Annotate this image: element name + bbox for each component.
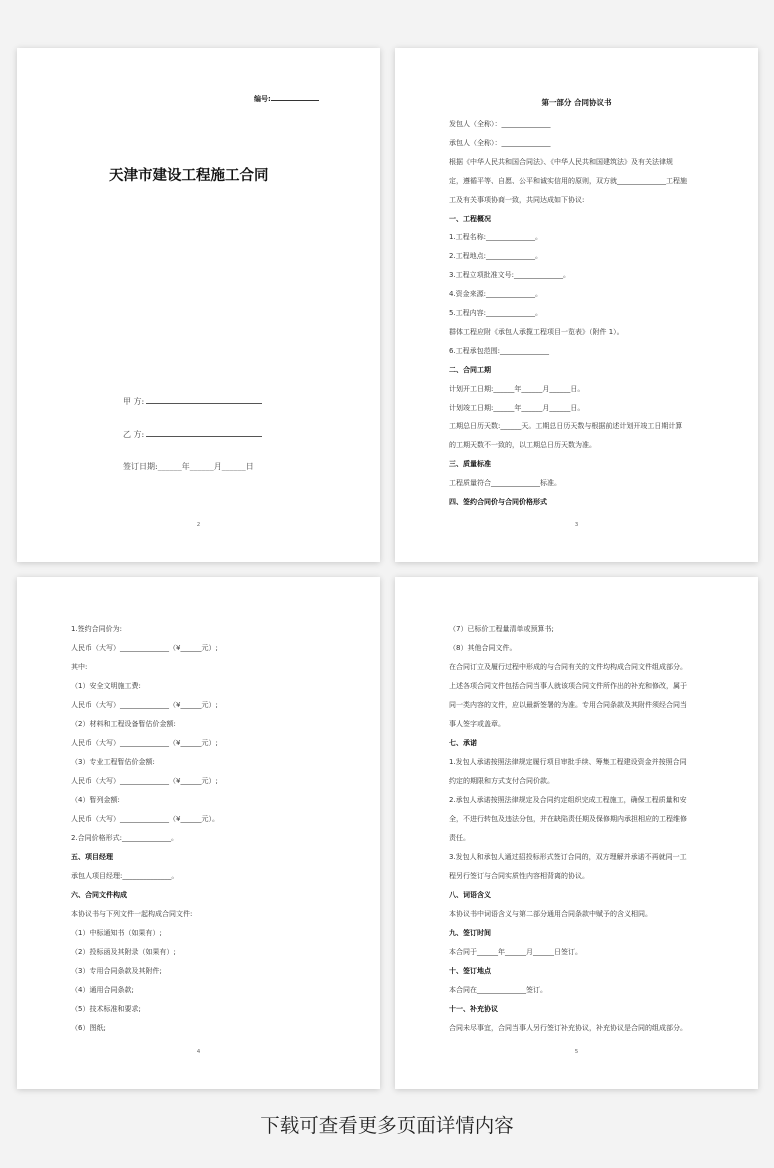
text-line: 约定的期限和方式支付合同价款。 <box>449 777 554 785</box>
text-line: 计划开工日期:______年______月______日。 <box>449 384 585 393</box>
section-title: 三、质量标准 <box>449 460 491 469</box>
text-line: （8）其他合同文件。 <box>449 644 517 652</box>
sign-date-line: 签订日期:______年______月______日 <box>123 462 254 471</box>
party-b-blank <box>146 428 262 437</box>
section-title: 一、工程概况 <box>449 214 491 223</box>
text-line: 人民币（大写）______________（¥______元）; <box>71 739 218 747</box>
text-line: 4.资金来源:______________。 <box>449 290 543 299</box>
text-line: 其中: <box>71 663 88 671</box>
party-a-blank <box>146 395 262 404</box>
section-title: 四、签约合同价与合同价格形式 <box>449 498 547 506</box>
text-line: （6）图纸; <box>71 1024 106 1032</box>
text-line: 2.合同价格形式:______________。 <box>71 834 179 842</box>
text-line: 工程质量符合______________标准。 <box>449 479 561 488</box>
text-line: 同一类内容的文件，应以最新签署的为准。专用合同条款及其附件须经合同当 <box>449 701 687 709</box>
text-line: 人民币（大写）______________（¥______元）。 <box>71 815 219 823</box>
serial-number-field <box>254 93 319 104</box>
section-title: 二、合同工期 <box>449 365 491 374</box>
text-line: 1.签约合同价为: <box>71 625 123 633</box>
text-line: （1）中标通知书（如果有）; <box>71 929 162 937</box>
text-line: 本合同在______________签订。 <box>449 986 547 994</box>
text-line: 本合同于______年______月______日签订。 <box>449 948 582 956</box>
party-a-label: 甲 方: <box>123 397 145 406</box>
serial-blank <box>271 93 319 101</box>
document-page-price <box>17 577 380 1089</box>
party-a-line <box>123 395 262 407</box>
page-number: 4 <box>196 1049 201 1055</box>
section-title: 七、承诺 <box>449 739 477 747</box>
text-line: （2）材料和工程设备暂估价金额: <box>71 720 176 728</box>
text-line: （2）投标函及其附录（如果有）; <box>71 948 176 956</box>
text-line: 人民币（大写）______________（¥______元）; <box>71 777 218 785</box>
page-number: 5 <box>574 1049 579 1055</box>
text-line: （1）安全文明施工费: <box>71 682 141 690</box>
text-line: 群体工程应附《承包人承揽工程项目一览表》（附件 1）。 <box>449 327 624 336</box>
document-page-cover <box>17 48 380 562</box>
text-line: 承包人项目经理:______________。 <box>71 872 179 880</box>
text-line: 人民币（大写）______________（¥______元）; <box>71 701 218 709</box>
text-line: 3.发包人和承包人通过招投标形式签订合同的，双方理解并承诺不再就同一工 <box>449 853 687 861</box>
text-line: 6.工程承包范围:______________ <box>449 346 550 355</box>
text-line: 人民币（大写）______________（¥______元）; <box>71 644 218 652</box>
section-title: 九、签订时间 <box>449 929 491 937</box>
text-line: 5.工程内容:______________。 <box>449 309 543 317</box>
text-line: 1.工程名称:______________。 <box>449 233 543 242</box>
document-page-commitments <box>395 577 758 1089</box>
section-title: 六、合同文件构成 <box>71 891 127 899</box>
text-line: 本协议书与下列文件一起构成合同文件: <box>71 910 193 918</box>
text-line: 2.承包人承诺按照法律规定及合同约定组织完成工程施工，确保工程质量和安 <box>449 796 687 804</box>
text-line: 1.发包人承诺按照法律规定履行项目审批手续、筹集工程建设资金并按照合同 <box>449 758 687 766</box>
text-line: 根据《中华人民共和国合同法》、《中华人民共和国建筑法》及有关法律规 <box>449 157 673 166</box>
text-line: 事人签字或盖章。 <box>449 720 505 728</box>
text-line: 本协议书中词语含义与第二部分通用合同条款中赋予的含义相同。 <box>449 910 652 918</box>
contract-title: 天津市建设工程施工合同 <box>109 167 269 184</box>
section-title: 五、项目经理 <box>71 853 113 861</box>
text-line: 2.工程地点:______________。 <box>449 252 543 261</box>
text-line: 全，不进行转包及违法分包，并在缺陷责任期及保修期内承担相应的工程维修 <box>449 815 687 823</box>
text-line: （5）技术标准和要求; <box>71 1005 141 1013</box>
document-page-agreement <box>395 48 758 562</box>
text-line: 发包人（全称）：______________ <box>449 120 551 128</box>
page-number: 2 <box>196 522 201 528</box>
text-line: 在合同订立及履行过程中形成的与合同有关的文件均构成合同文件组成部分。 <box>449 663 687 671</box>
text-line: 上述各项合同文件包括合同当事人就该项合同文件所作出的补充和修改，属于 <box>449 682 687 690</box>
text-line: 计划竣工日期:______年______月______日。 <box>449 403 585 412</box>
text-line: （3）专用合同条款及其附件; <box>71 967 162 975</box>
text-line: 定，遵循平等、自愿、公平和诚实信用的原则，双方就______________工程施 <box>449 176 687 185</box>
text-line: （4）通用合同条款; <box>71 986 134 994</box>
section-title: 十一、补充协议 <box>449 1005 498 1013</box>
section-heading: 第一部分 合同协议书 <box>541 98 612 107</box>
text-line: 的工期天数不一致的，以工期总日历天数为准。 <box>449 441 596 450</box>
party-b-label: 乙 方: <box>123 430 145 439</box>
download-caption: 下载可查看更多页面详情内容 <box>260 1114 514 1137</box>
serial-label: 编号: <box>254 95 271 103</box>
text-line: 合同未尽事宜，合同当事人另行签订补充协议，补充协议是合同的组成部分。 <box>449 1024 687 1032</box>
text-line: 责任。 <box>449 834 470 842</box>
text-line: 工及有关事项协商一致，共同达成如下协议: <box>449 195 585 204</box>
party-b-line <box>123 428 262 440</box>
text-line: 程另行签订与合同实质性内容相背离的协议。 <box>449 872 589 880</box>
page-number: 3 <box>574 522 579 528</box>
text-line: 3.工程立项批准文号:______________。 <box>449 271 571 280</box>
text-line: （3）专业工程暂估价金额: <box>71 758 155 766</box>
text-line: 工期总日历天数:______天。工期总日历天数与根据前述计划开竣工日期计算 <box>449 422 683 431</box>
text-line: （7）已标价工程量清单或预算书; <box>449 625 554 633</box>
text-line: （4）暂列金额: <box>71 796 120 804</box>
section-title: 十、签订地点 <box>449 967 491 975</box>
text-line: 承包人（全称）：______________ <box>449 138 551 147</box>
section-title: 八、词语含义 <box>449 891 491 899</box>
